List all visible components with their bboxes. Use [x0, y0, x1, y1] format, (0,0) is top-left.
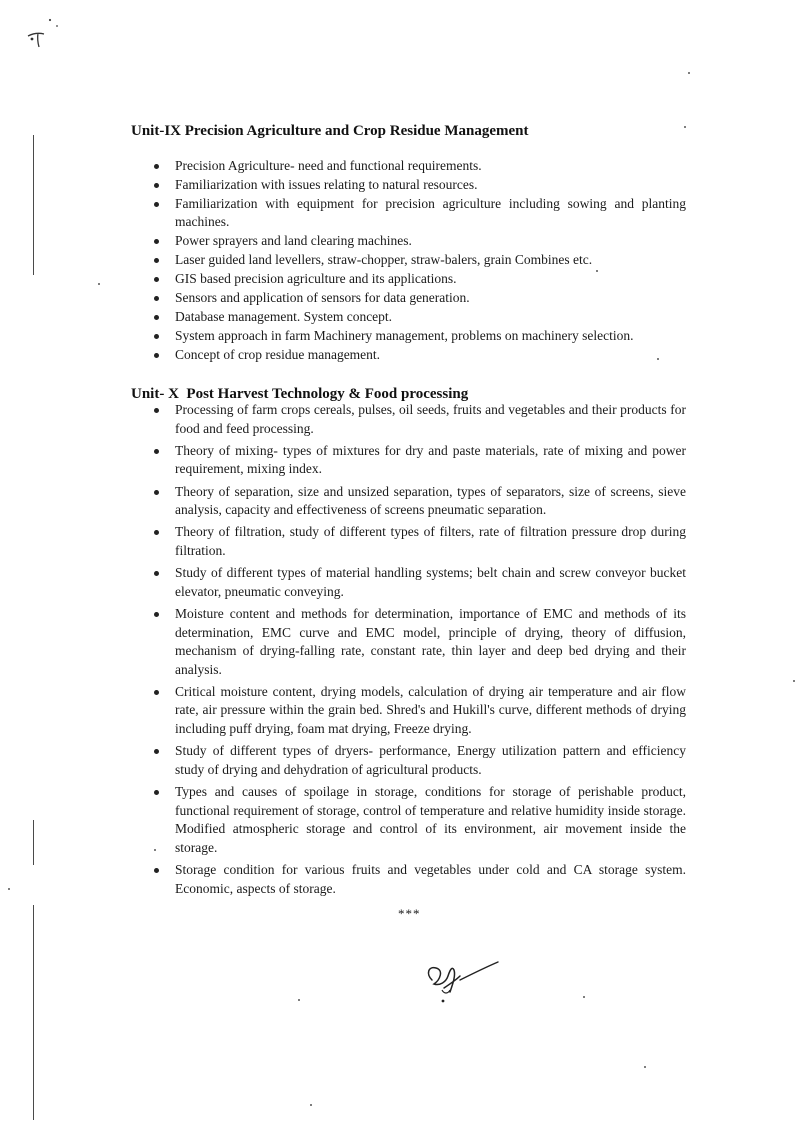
scan-speck — [298, 999, 300, 1001]
list-item — [152, 308, 686, 327]
list-item — [152, 401, 686, 438]
bullet-dot-icon — [154, 690, 159, 695]
bullet-dot-icon — [154, 449, 159, 454]
scan-speck — [684, 126, 686, 128]
bullet-dot-icon — [154, 868, 159, 873]
scan-speck — [688, 72, 690, 74]
list-item-text: Database management. System concept. — [175, 308, 393, 324]
bullet-dot-icon — [154, 164, 159, 169]
bullet-dot-icon — [154, 571, 159, 576]
section-heading: Unit-IX Precision Agriculture and Crop Residue Management — [131, 123, 529, 139]
bullet-dot-icon — [154, 183, 159, 188]
margin-line — [33, 905, 34, 1120]
bullet-dot-icon — [154, 296, 159, 301]
list-item — [152, 605, 686, 679]
list-item-text: Familiarization with issues relating to natural resources. — [175, 176, 478, 192]
list-item-text: Theory of separation, size and unsized separation, types of separators, size of screens, sieve analysis, capacity and effectiveness of screens pneumatic separation. — [175, 483, 686, 518]
list-item — [152, 289, 686, 308]
list-item — [152, 195, 686, 232]
list-item — [152, 683, 686, 739]
list-item-text: Moisture content and methods for determination, importance of EMC and methods of its determination, EMC curve and EMC model, principle of drying, theory of diffusion, mechanism of drying-falling rate, constant rate, thin layer and deep bed drying and their analysis. — [175, 605, 686, 677]
section-heading: Unit- X Post Harvest Technology & Food processing — [131, 386, 469, 402]
bullet-dot-icon — [154, 490, 159, 495]
list-item-text: Power sprayers and land clearing machines. — [175, 233, 412, 249]
bullet-dot-icon — [154, 353, 159, 358]
list-item-text: Familiarization with equipment for precision agriculture including sowing and planting machines. — [175, 195, 686, 230]
list-item — [152, 251, 686, 270]
list-item — [152, 270, 686, 289]
bullet-dot-icon — [154, 790, 159, 795]
list-item — [152, 327, 686, 346]
margin-line — [33, 135, 34, 275]
scan-speck — [310, 1104, 312, 1106]
list-item — [152, 232, 686, 251]
list-item — [152, 742, 686, 779]
list-item — [152, 176, 686, 195]
bullet-dot-icon — [154, 239, 159, 244]
scan-speck — [644, 1066, 646, 1068]
bullet-dot-icon — [154, 530, 159, 535]
scan-speck — [8, 888, 10, 890]
list-item-text: Theory of filtration, study of different types of filters, rate of filtration pressure drop during filtration. — [175, 524, 686, 558]
signature-icon — [420, 958, 502, 1006]
list-item-text: GIS based precision agriculture and its applications. — [175, 271, 457, 287]
list-item-text: Precision Agriculture- need and functional requirements. — [175, 158, 482, 173]
bullet-dot-icon — [154, 334, 159, 339]
margin-line — [33, 820, 34, 865]
list-item — [152, 157, 686, 176]
list-item — [152, 442, 686, 479]
list-item-text: System approach in farm Machinery management, problems on machinery selection. — [175, 327, 634, 343]
bullet-dot-icon — [154, 315, 159, 320]
list-item-text: Laser guided land levellers, straw-chopper, straw-balers, grain Combines etc. — [175, 252, 593, 268]
scan-speck — [583, 996, 585, 998]
list-item-text: Study of different types of material handling systems; belt chain and screw conveyor bucket elevator, pneumatic conveying. — [175, 565, 686, 599]
bullet-list — [152, 157, 686, 365]
list-item — [152, 523, 686, 560]
list-item-text: Concept of crop residue management. — [175, 346, 381, 362]
list-item-text: Processing of farm crops cereals, pulses, oil seeds, fruits and vegetables and their products for food and feed processing. — [175, 402, 686, 436]
list-item — [152, 861, 686, 898]
scan-speck — [793, 680, 795, 682]
list-item-text: Sensors and application of sensors for data generation. — [175, 289, 470, 305]
list-item-text: Critical moisture content, drying models, calculation of drying air temperature and air flow rate, air pressure within the grain bed. Shred's and Hukill's curve, different methods of drying including puff drying, foam mat drying, Freeze drying. — [175, 683, 686, 737]
bullet-dot-icon — [154, 749, 159, 754]
bullet-list — [152, 401, 686, 902]
list-item-text: Study of different types of dryers- performance, Energy utilization pattern and efficiency study of drying and dehydration of agricultural products. — [175, 743, 686, 777]
scan-speck — [98, 283, 100, 285]
corner-mark-icon — [22, 14, 62, 48]
bullet-dot-icon — [154, 258, 159, 263]
bullet-dot-icon — [154, 408, 159, 413]
list-item — [152, 483, 686, 520]
end-marker: *** — [398, 906, 421, 921]
list-item — [152, 564, 686, 601]
bullet-dot-icon — [154, 277, 159, 282]
bullet-dot-icon — [154, 202, 159, 207]
list-item-text: Storage condition for various fruits and vegetables under cold and CA storage system. Economic, aspects of storage. — [175, 862, 686, 896]
list-item-text: Theory of mixing- types of mixtures for dry and paste materials, rate of mixing and power requirement, mixing index. — [175, 442, 686, 477]
list-item — [152, 783, 686, 857]
list-item — [152, 346, 686, 365]
bullet-dot-icon — [154, 612, 159, 617]
list-item-text: Types and causes of spoilage in storage, conditions for storage of perishable product, functional requirement of storage, control of temperature and relative humidity inside storage. Modified atmospheric storage and control of its environment, air movement inside the storage. — [175, 784, 686, 855]
